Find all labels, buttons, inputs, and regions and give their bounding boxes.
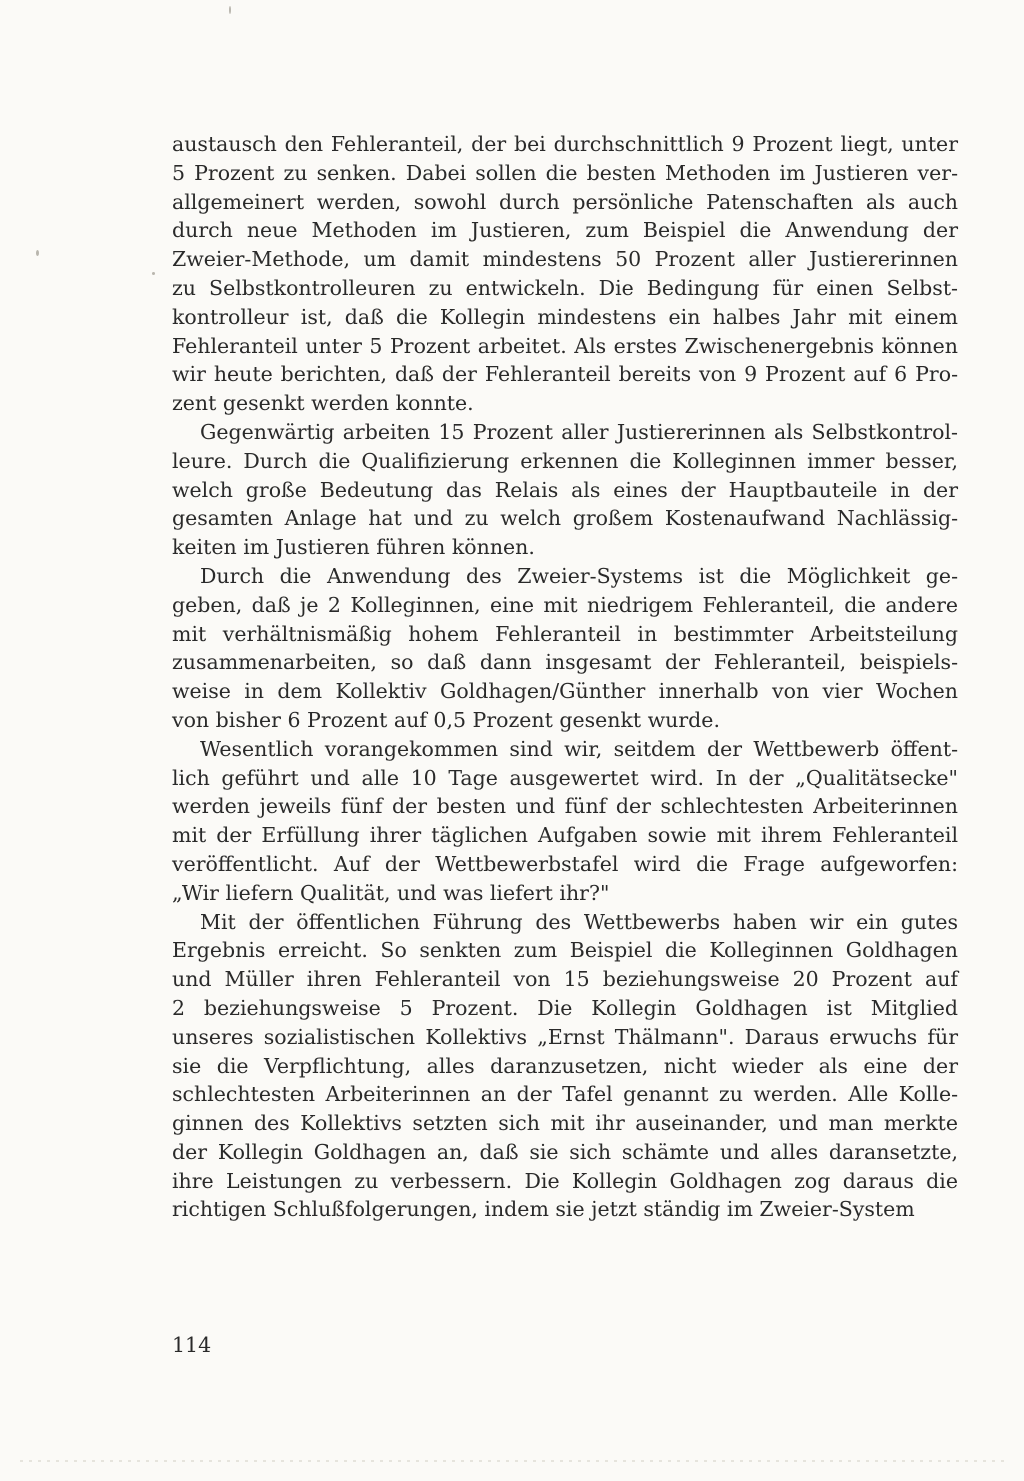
text-line: „Wir liefern Qualität, und was liefert ihr?" <box>172 880 610 905</box>
text-line: zusammenarbeiten, so daß dann insgesamt der Fehleranteil, beispiels- <box>172 650 958 675</box>
text-line: Durch die Anwendung des Zweier-Systems ist die Möglichkeit ge- <box>200 563 958 588</box>
text-line: welch große Bedeutung das Relais als eines der Hauptbauteile in der <box>172 477 958 502</box>
paper-speck <box>229 6 231 14</box>
paper-speck <box>36 250 39 256</box>
text-column <box>172 130 958 1224</box>
text-line: Wesentlich vorangekommen sind wir, seitdem der Wettbewerb öffent- <box>200 736 958 761</box>
paragraph <box>172 130 958 418</box>
text-line: zent gesenkt werden konnte. <box>172 391 474 416</box>
text-line: zu Selbstkontrolleuren zu entwickeln. Die Bedingung für einen Selbst- <box>172 275 958 300</box>
text-line: wir heute berichten, daß der Fehleranteil bereits von 9 Prozent auf 6 Pro- <box>172 362 958 387</box>
text-line: von bisher 6 Prozent auf 0,5 Prozent gesenkt wurde. <box>172 707 720 732</box>
text-line: sie die Verpflichtung, alles daranzusetzen, nicht wieder als eine der <box>172 1053 958 1078</box>
text-line: mit der Erfüllung ihrer täglichen Aufgaben sowie mit ihrem Fehleranteil <box>172 823 958 848</box>
text-line: Gegenwärtig arbeiten 15 Prozent aller Justiererinnen als Selbstkontrol- <box>200 419 958 444</box>
text-line: leure. Durch die Qualifizierung erkennen die Kolleginnen immer besser, <box>172 448 958 473</box>
text-line: gesamten Anlage hat und zu welch großem Kostenaufwand Nachlässig- <box>172 506 958 531</box>
text-line: 5 Prozent zu senken. Dabei sollen die besten Methoden im Justieren ver- <box>172 160 958 185</box>
text-line: ihre Leistungen zu verbessern. Die Kollegin Goldhagen zog daraus die <box>172 1168 958 1193</box>
text-line: unseres sozialistischen Kollektivs „Ernst Thälmann". Daraus erwuchs für <box>172 1024 958 1049</box>
text-line: Fehleranteil unter 5 Prozent arbeitet. Als erstes Zwischenergebnis können <box>172 333 958 358</box>
scan-edge <box>20 1460 1010 1462</box>
text-line: Ergebnis erreicht. So senkten zum Beispiel die Kolleginnen Goldhagen <box>172 938 958 963</box>
text-line: keiten im Justieren führen können. <box>172 535 535 560</box>
text-line: und Müller ihren Fehleranteil von 15 beziehungsweise 20 Prozent auf <box>172 967 958 992</box>
text-line: richtigen Schlußfolgerungen, indem sie jetzt ständig im Zweier-System <box>172 1197 915 1222</box>
text-line: werden jeweils fünf der besten und fünf der schlechtesten Arbeiterinnen <box>172 794 958 819</box>
text-line: ginnen des Kollektivs setzten sich mit ihr auseinander, und man merkte <box>172 1111 958 1136</box>
text-line: der Kollegin Goldhagen an, daß sie sich schämte und alles daransetzte, <box>172 1139 958 1164</box>
text-line: 2 beziehungsweise 5 Prozent. Die Kollegin Goldhagen ist Mitglied <box>172 995 958 1020</box>
text-line: durch neue Methoden im Justieren, zum Beispiel die Anwendung der <box>172 218 958 243</box>
text-line: schlechtesten Arbeiterinnen an der Tafel genannt zu werden. Alle Kolle- <box>172 1082 958 1107</box>
text-line: mit verhältnismäßig hohem Fehleranteil in bestimmter Arbeitsteilung <box>172 621 958 646</box>
text-line: veröffentlicht. Auf der Wettbewerbstafel wird die Frage aufgeworfen: <box>172 851 958 876</box>
paragraph <box>172 418 958 562</box>
text-line: weise in dem Kollektiv Goldhagen/Günther innerhalb von vier Wochen <box>172 679 958 704</box>
page-number: 114 <box>172 1333 212 1357</box>
text-line: austausch den Fehleranteil, der bei durchschnittlich 9 Prozent liegt, unter <box>172 132 958 156</box>
text-line: kontrolleur ist, daß die Kollegin mindestens ein halbes Jahr mit einem <box>172 304 958 329</box>
text-line: Zweier-Methode, um damit mindestens 50 Prozent aller Justiererinnen <box>172 247 958 272</box>
paper-speck <box>152 272 155 275</box>
paragraph <box>172 908 958 1225</box>
text-line: geben, daß je 2 Kolleginnen, eine mit niedrigem Fehleranteil, die andere <box>172 592 958 617</box>
text-line: Mit der öffentlichen Führung des Wettbewerbs haben wir ein gutes <box>200 909 958 934</box>
text-line: lich geführt und alle 10 Tage ausgewertet wird. In der „Qualitätsecke" <box>172 765 958 790</box>
text-line: allgemeinert werden, sowohl durch persönliche Patenschaften als auch <box>172 189 958 214</box>
paragraph <box>172 562 958 735</box>
paragraph <box>172 735 958 908</box>
